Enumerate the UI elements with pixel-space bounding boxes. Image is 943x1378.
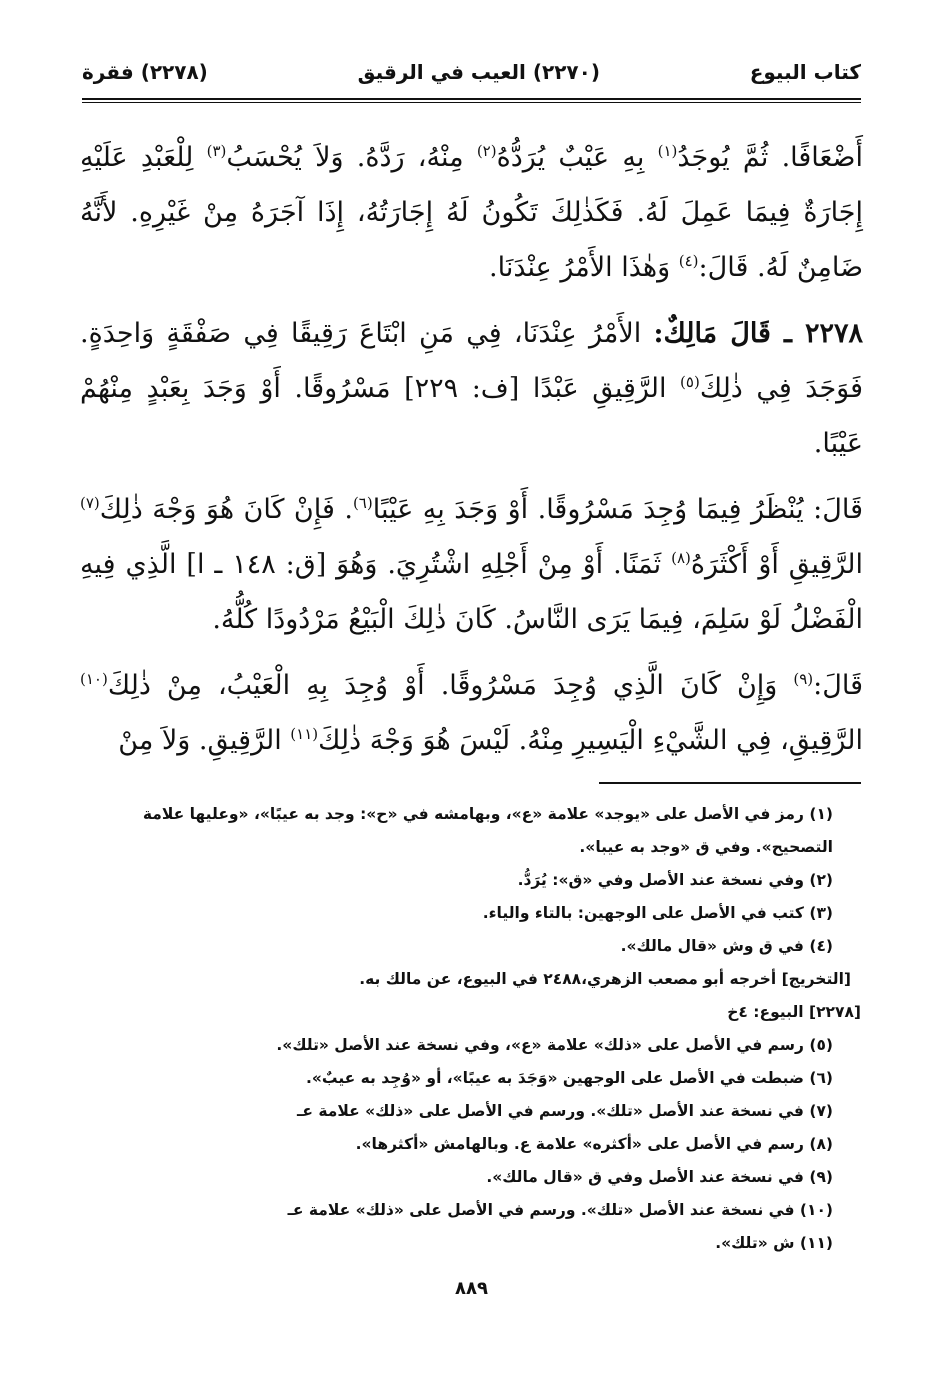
paragraph-reference: (٢٢٧٨) فقرة xyxy=(82,60,208,84)
footnote-marker: (٢) xyxy=(476,142,497,160)
paragraph: أَضْعَافًا. ثُمَّ يُوجَدُ$^{(١)}$ بِهِ عَيْبٌ يُرَدُّهُ$^{(٢)}$ مِنْهُ، رَدَّهُ. وَلاَ يُحْسَبُ$^{(٣)}$ لِلْعَبْدِ عَلَيْهِ إِجَارَةٌ فِيمَا عَمِلَ لَهُ. فَكَذٰلِكَ تَكُونُ لَهُ إِجَارَتُهُ، إِذَا آجَرَهُ مِنْ غَيْرِهِ. لأَنَّهُ ضَامِنٌ لَهُ. قَالَ:$^{(٤)}$ وَهٰذَا الأَمْرُ عِنْدَنَا. xyxy=(80,142,863,283)
footnote-marker: (٣) xyxy=(206,142,227,160)
chapter-title: (٢٢٧٠) العيب في الرقيق xyxy=(357,60,600,84)
footnote-rule xyxy=(599,782,861,784)
footnote: (١٠) في نسخة عند الأصل «تلك». ورسم في الأصل على «ذلك» علامة عـ xyxy=(287,1201,833,1219)
footnote: (٧) في نسخة عند الأصل «تلك». ورسم في الأصل على «ذلك» علامة عـ xyxy=(297,1102,833,1120)
footnote-marker: (٤) xyxy=(678,252,699,270)
footnote: (١١) ش «تلك». xyxy=(715,1234,833,1252)
footnote: (٤) في ق وش «قال مالك». xyxy=(620,937,833,955)
footnote-marker: (٨) xyxy=(671,549,691,567)
paragraph-number: ٢٢٧٨ ـ xyxy=(784,318,864,349)
takhrij-label: [التخريج] xyxy=(781,970,851,988)
footnote: (١) رمز في الأصل على «يوجد» علامة «ع»، وبهامشه في «ح»: وجد به عيبًا»، «وعليها علامة التصحيح». وفي ق «وجد به عيبا». xyxy=(142,805,833,856)
footnote: (٣) كتب في الأصل على الوجهين: بالتاء والياء. xyxy=(482,904,833,922)
footnote: (٦) ضبطت في الأصل على الوجهين «وَجَدَ به عيبًا»، أو «وُجِد به عيبٌ». xyxy=(306,1069,833,1087)
paragraph: قَالَ: يُنْظَرُ فِيمَا وُجِدَ مَسْرُوقًا. أَوْ وَجَدَ بِهِ عَيْبًا$^{(٦)}$. فَإِنْ كَانَ هُوَ وَجْهَ ذٰلِكَ$^{(٧)}$ الرَّقِيقِ أَوْ أَكْثَرَهُ$^{(٨)}$ ثَمَنًا. أَوْ مِنْ أَجْلِهِ اشْتُرِيَ. وَهُوَ [ق: ١٤٨ ـ ا] الَّذِي فِيهِ الْفَضْلُ لَوْ سَلِمَ، فِيمَا يَرَى النَّاسُ. كَانَ ذٰلِكَ الْبَيْعُ مَرْدُودًا كُلُّهُ. xyxy=(80,494,863,635)
footnote-marker: (٦) xyxy=(352,494,373,512)
footnote: (٨) رسم في الأصل على «أكثره» علامة ع. وبالهامش «أكثرها». xyxy=(355,1135,833,1153)
paragraph: قَالَ:$^{(٩)}$ وَإِنْ كَانَ الَّذِي وُجِدَ مَسْرُوقًا. أَوْ وُجِدَ بِهِ الْعَيْبُ، مِنْ ذٰلِكَ$^{(١٠)}$ الرَّقِيقِ، فِي الشَّيْءِ الْيَسِيرِ مِنْهُ. لَيْسَ هُوَ وَجْهَ ذٰلِكَ$^{(١١)}$ الرَّقِيقِ. وَلاَ مِنْ xyxy=(80,670,863,756)
footnote: (٥) رسم في الأصل على «ذلك» علامة «ع»، وفي نسخة عند الأصل «تلك». xyxy=(276,1036,833,1054)
footnote: (٢) وفي نسخة عند الأصل وفي «ق»: يُرَدُّ. xyxy=(517,871,833,889)
paragraph-lead: قَالَ مَالِكٌ: xyxy=(653,318,785,349)
footnote-marker: (٩) xyxy=(793,670,814,688)
footnote-marker: (١) xyxy=(657,142,678,160)
footnote: (٩) في نسخة عند الأصل وفي ق «قال مالك». xyxy=(486,1168,833,1186)
paragraph: ٢٢٧٨ ـ قَالَ مَالِكٌ: الأَمْرُ عِنْدَنَا، فِي مَنِ ابْتَاعَ رَقِيقًا فِي صَفْقَةٍ وَاحِدَةٍ. فَوَجَدَ فِي ذٰلِكَ$^{(٥)}$ الرَّقِيقِ عَبْدًا [ف: ٢٢٩] مَسْرُوقًا. أَوْ وَجَدَ بِعَبْدٍ مِنْهُمْ عَيْبًا. xyxy=(80,318,864,459)
footnotes xyxy=(82,798,861,1260)
footnote-marker: (١٠) xyxy=(80,670,108,688)
running-header xyxy=(82,52,861,92)
main-text xyxy=(80,130,863,779)
reference-line: [٢٢٧٨] البيوع: ٤خ xyxy=(727,1003,861,1021)
footnote-marker: (٧) xyxy=(80,494,100,512)
takhrij-note: [التخريج] أخرجه أبو مصعب الزهري،٢٤٨٨ في البيوع، عن مالك به. xyxy=(359,970,851,988)
page-number: ٨٨٩ xyxy=(455,1278,488,1299)
footnote-marker: (٥) xyxy=(680,373,700,391)
header-rule xyxy=(82,98,861,103)
book-title: كتاب البيوع xyxy=(749,60,861,84)
footnote-marker: (١١) xyxy=(290,725,319,743)
